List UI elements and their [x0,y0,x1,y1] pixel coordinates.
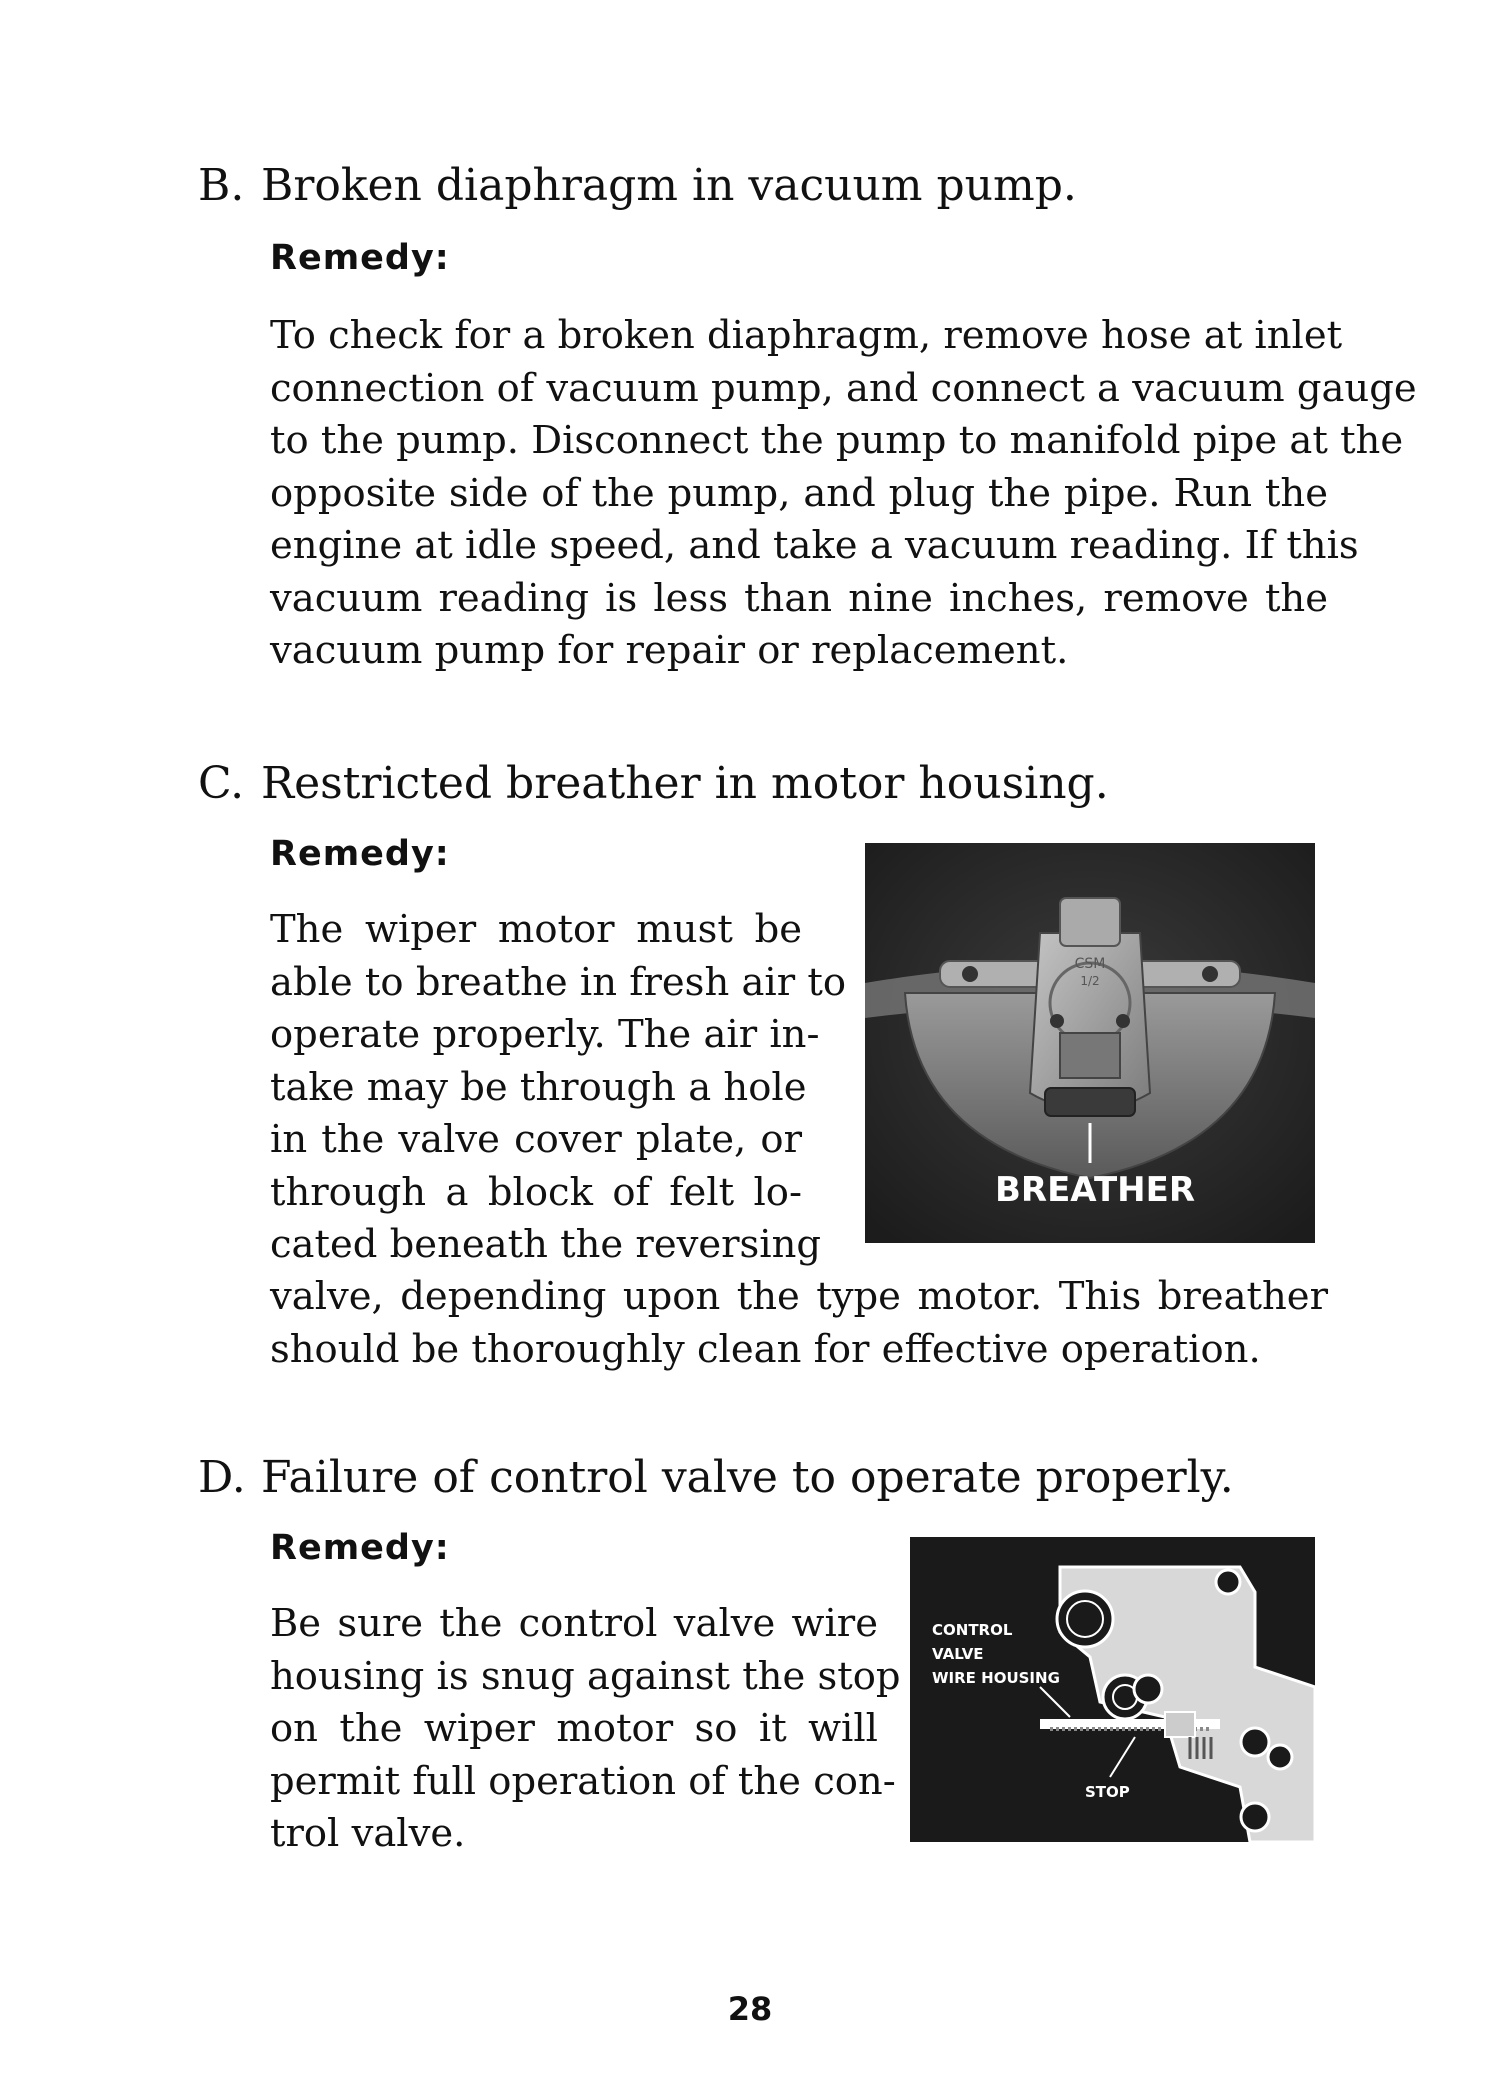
section-c-paragraph-beside-figure [270,904,847,1272]
paragraph-line: connection of vacuum pump, and connect a vacuum gauge [270,365,1417,411]
control-label-line1: CONTROL [932,1621,1013,1639]
paragraph-line: Be sure the control valve wire [270,1601,878,1646]
paragraph-line: on the wiper motor so it will [270,1706,878,1751]
photo-stamp-text-1: CSM [1074,956,1106,972]
breather-photo [865,843,1315,1243]
paragraph-line: engine at idle speed, and take a vacuum reading. If this [270,523,1359,568]
control-valve-illustration [910,1537,1315,1842]
section-d-paragraph [270,1598,901,1861]
photo-stamp-text-2: 1/2 [1080,974,1100,988]
paragraph-line: cated beneath the reversing [270,1222,822,1267]
paragraph-line: permit full operation of the con- [270,1758,896,1804]
control-valve-diagram [910,1537,1315,1842]
stop-label: STOP [1085,1783,1130,1801]
section-d-remedy-label: Remedy: [270,1528,450,1568]
section-b-paragraph [270,310,1417,678]
section-c-title: Restricted breather in motor housing. [261,758,1109,809]
control-label-line3: WIRE HOUSING [932,1669,1060,1687]
paragraph-line: To check for a broken diaphragm, remove hose at inlet [270,313,1343,358]
section-c-letter: C. [198,758,245,809]
paragraph-line: The wiper motor must be [270,907,802,952]
paragraph-line: vacuum pump for repair or replacement. [270,628,1069,673]
paragraph-line: able to breathe in fresh air to [270,959,847,1005]
section-d-heading [198,1452,1234,1504]
section-b-heading [198,160,1077,212]
section-c-heading [198,758,1109,810]
breather-label: BREATHER [994,1170,1196,1210]
section-d-letter: D. [198,1452,246,1503]
paragraph-line: operate properly. The air in- [270,1012,820,1057]
section-c-remedy-label: Remedy: [270,834,450,874]
paragraph-line: in the valve cover plate, or [270,1117,802,1162]
paragraph-line: take may be through a hole [270,1064,807,1110]
paragraph-line: opposite side of the pump, and plug the pipe. Run the [270,470,1328,516]
paragraph-line: housing is snug against the stop [270,1653,901,1699]
paragraph-line: trol valve. [270,1811,466,1856]
breather-photo-illustration [865,843,1315,1243]
section-b-letter: B. [198,160,245,211]
paragraph-line: should be thoroughly clean for effective operation. [270,1326,1261,1372]
section-d-title: Failure of control valve to operate properly. [261,1452,1234,1503]
paragraph-line: to the pump. Disconnect the pump to manifold pipe at the [270,418,1404,463]
section-c-paragraph-full [270,1271,1328,1376]
page-number: 28 [727,1990,773,2028]
breather-felt [1045,1088,1135,1116]
paragraph-line: valve, depending upon the type motor. This breather [270,1274,1328,1319]
section-b-remedy-label: Remedy: [270,238,450,278]
paragraph-line: vacuum reading is less than nine inches, remove the [270,575,1328,621]
control-label-line2: VALVE [932,1645,984,1663]
section-b-title: Broken diaphragm in vacuum pump. [261,160,1077,211]
paragraph-line: through a block of felt lo- [270,1169,802,1215]
